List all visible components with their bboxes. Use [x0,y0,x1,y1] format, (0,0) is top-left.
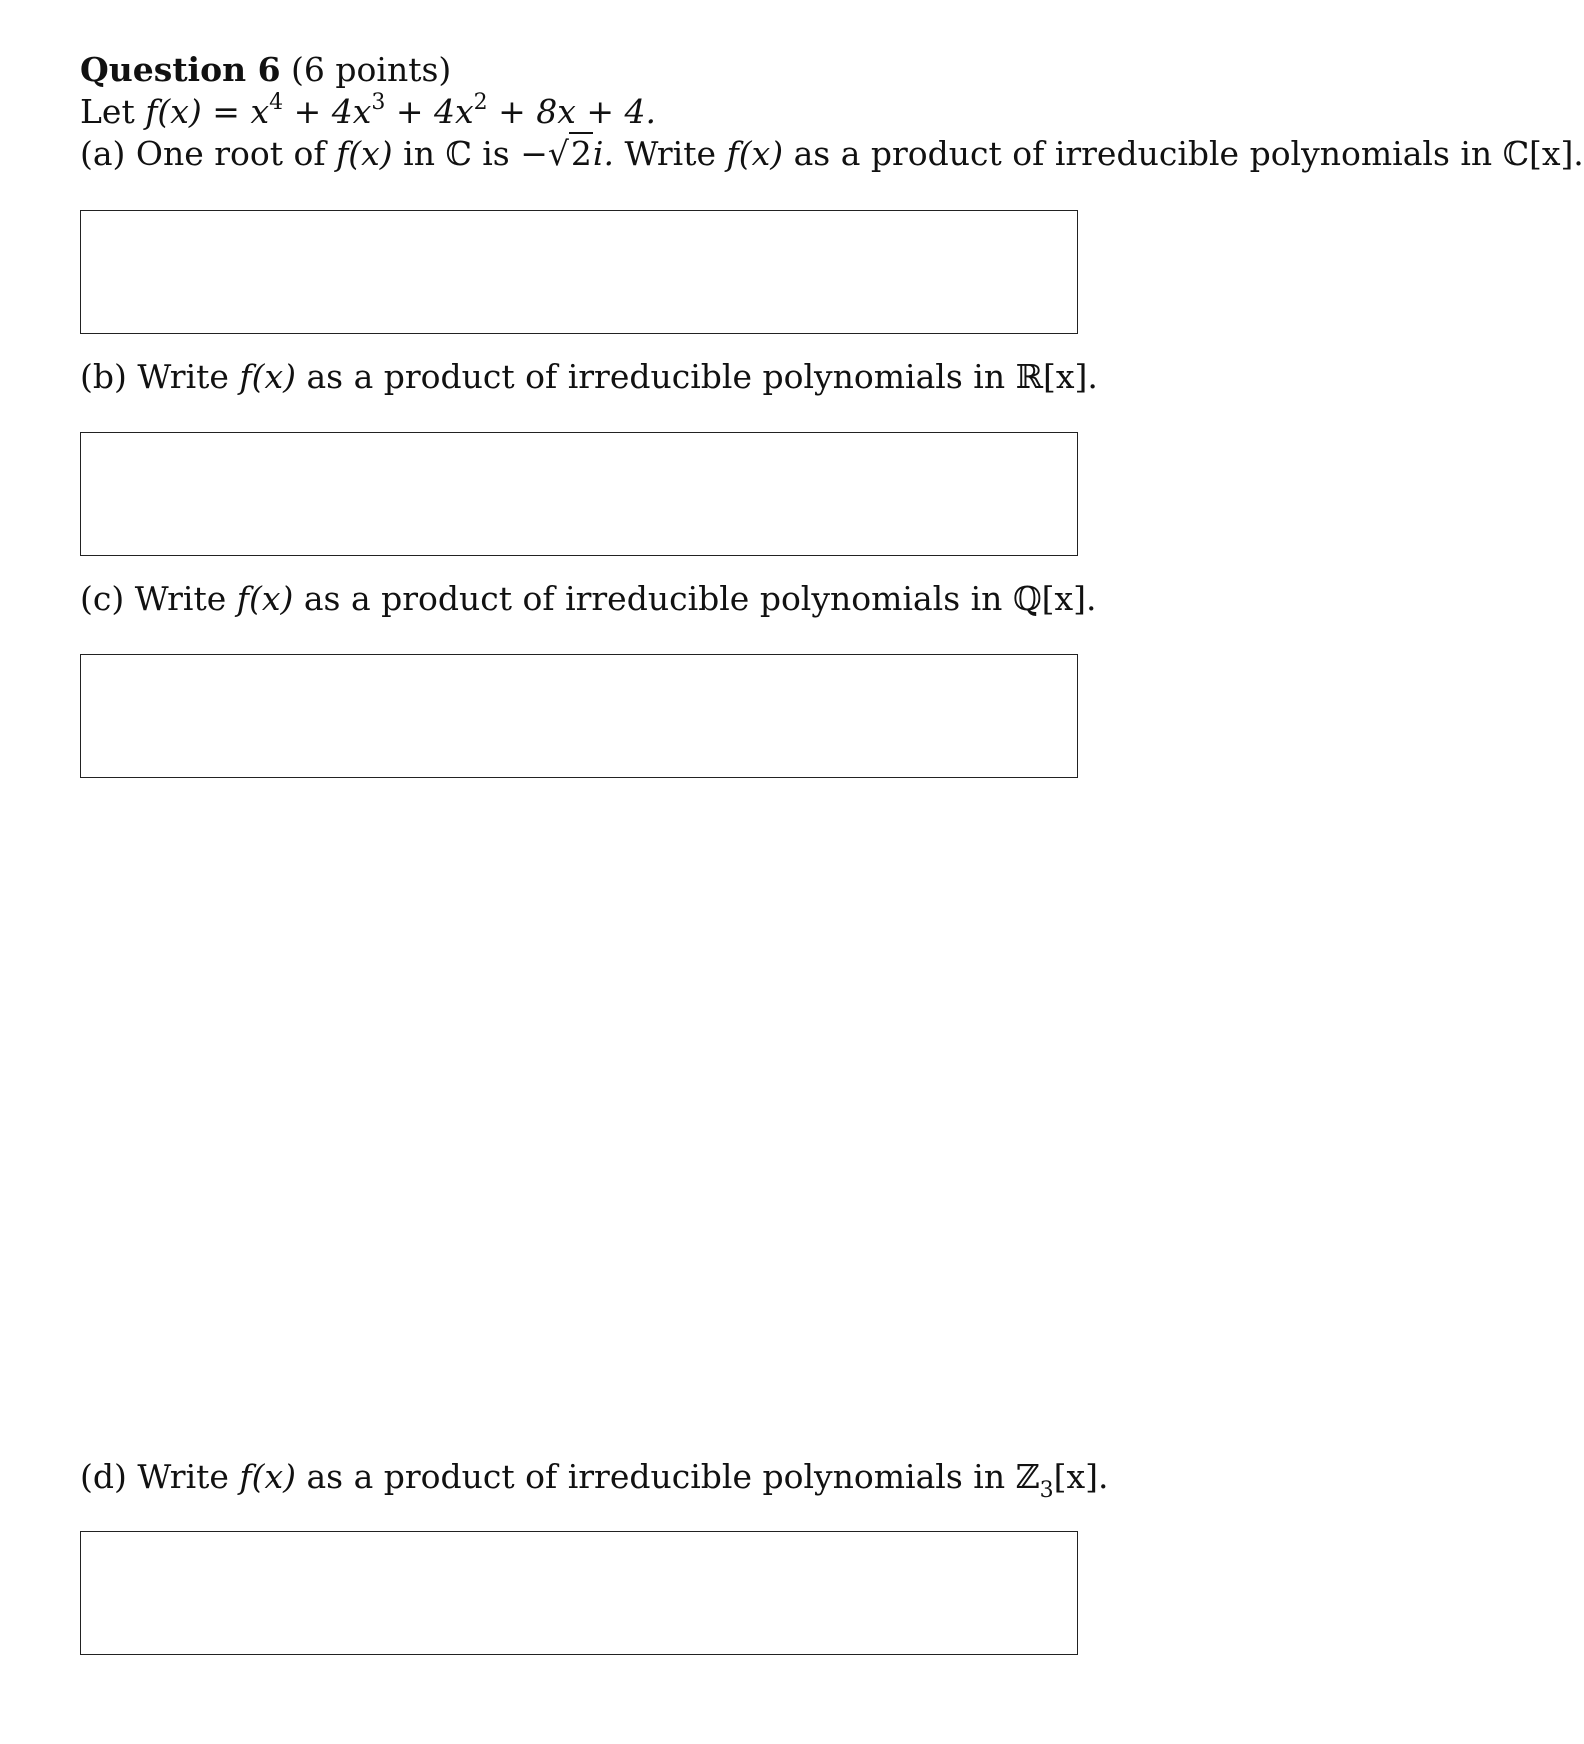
answer-box-d[interactable] [80,1531,1078,1655]
part-a-function: f(x) [336,134,393,173]
intro-exp-3: 3 [371,90,386,115]
intro-term-4x2: + 4x [395,92,474,131]
part-a-prompt [80,134,1584,174]
part-a-is-word: is − [482,134,548,173]
part-b-function: f(x) [239,357,296,396]
part-c-product-text: as a product of irreducible polynomials in [303,579,1003,618]
answer-box-a[interactable] [80,210,1078,334]
part-d-product-text: as a product of irreducible polynomials in [306,1457,1006,1496]
part-b-label: (b) Write [80,357,229,396]
part-a-write-word: Write [624,134,717,173]
part-b-prompt [80,357,1098,397]
part-b-ring: ℝ[x]. [1015,357,1098,396]
part-b-product-text: as a product of irreducible polynomials in [306,357,1006,396]
intro-exp-2: 2 [473,90,488,115]
part-a-label: (a) One root of [80,134,326,173]
intro-equals: = [212,92,240,131]
part-c-prompt [80,579,1097,619]
part-d-ring-tail: [x]. [1053,1457,1109,1496]
part-a-in-word: in [403,134,435,173]
part-d-function: f(x) [239,1457,296,1496]
answer-box-c[interactable] [80,654,1078,778]
part-d-ring-subscript: 3 [1039,1477,1054,1503]
sqrt-symbol: √ [547,134,569,173]
intro-term-4x: + 4x [293,92,372,131]
intro-function-lhs: f(x) [145,92,202,131]
intro-exp-4: 4 [269,90,284,115]
intro-prefix: Let [80,92,135,131]
part-d-prompt [80,1457,1109,1503]
part-a-field: ℂ [445,134,472,173]
intro-x-term: x [250,92,270,131]
part-a-imag-unit: i. [592,134,614,173]
part-a-ring: ℂ[x]. [1502,134,1584,173]
part-c-function: f(x) [236,579,294,618]
answer-box-b[interactable] [80,432,1078,556]
part-d-ring-symbol: ℤ [1015,1457,1040,1496]
question-title [80,50,451,90]
part-d-label: (d) Write [80,1457,229,1496]
part-a-product-text: as a product of irreducible polynomials in [793,134,1493,173]
question-number: Question 6 [80,50,281,89]
intro-tail: + 8x + 4. [498,92,656,131]
sqrt-expression [548,134,593,174]
part-c-ring: ℚ[x]. [1012,579,1097,618]
question-points: (6 points) [291,50,452,89]
function-definition [80,92,656,132]
part-c-label: (c) Write [80,579,227,618]
sqrt-radicand: 2 [570,134,592,173]
part-a-function-2: f(x) [726,134,784,173]
